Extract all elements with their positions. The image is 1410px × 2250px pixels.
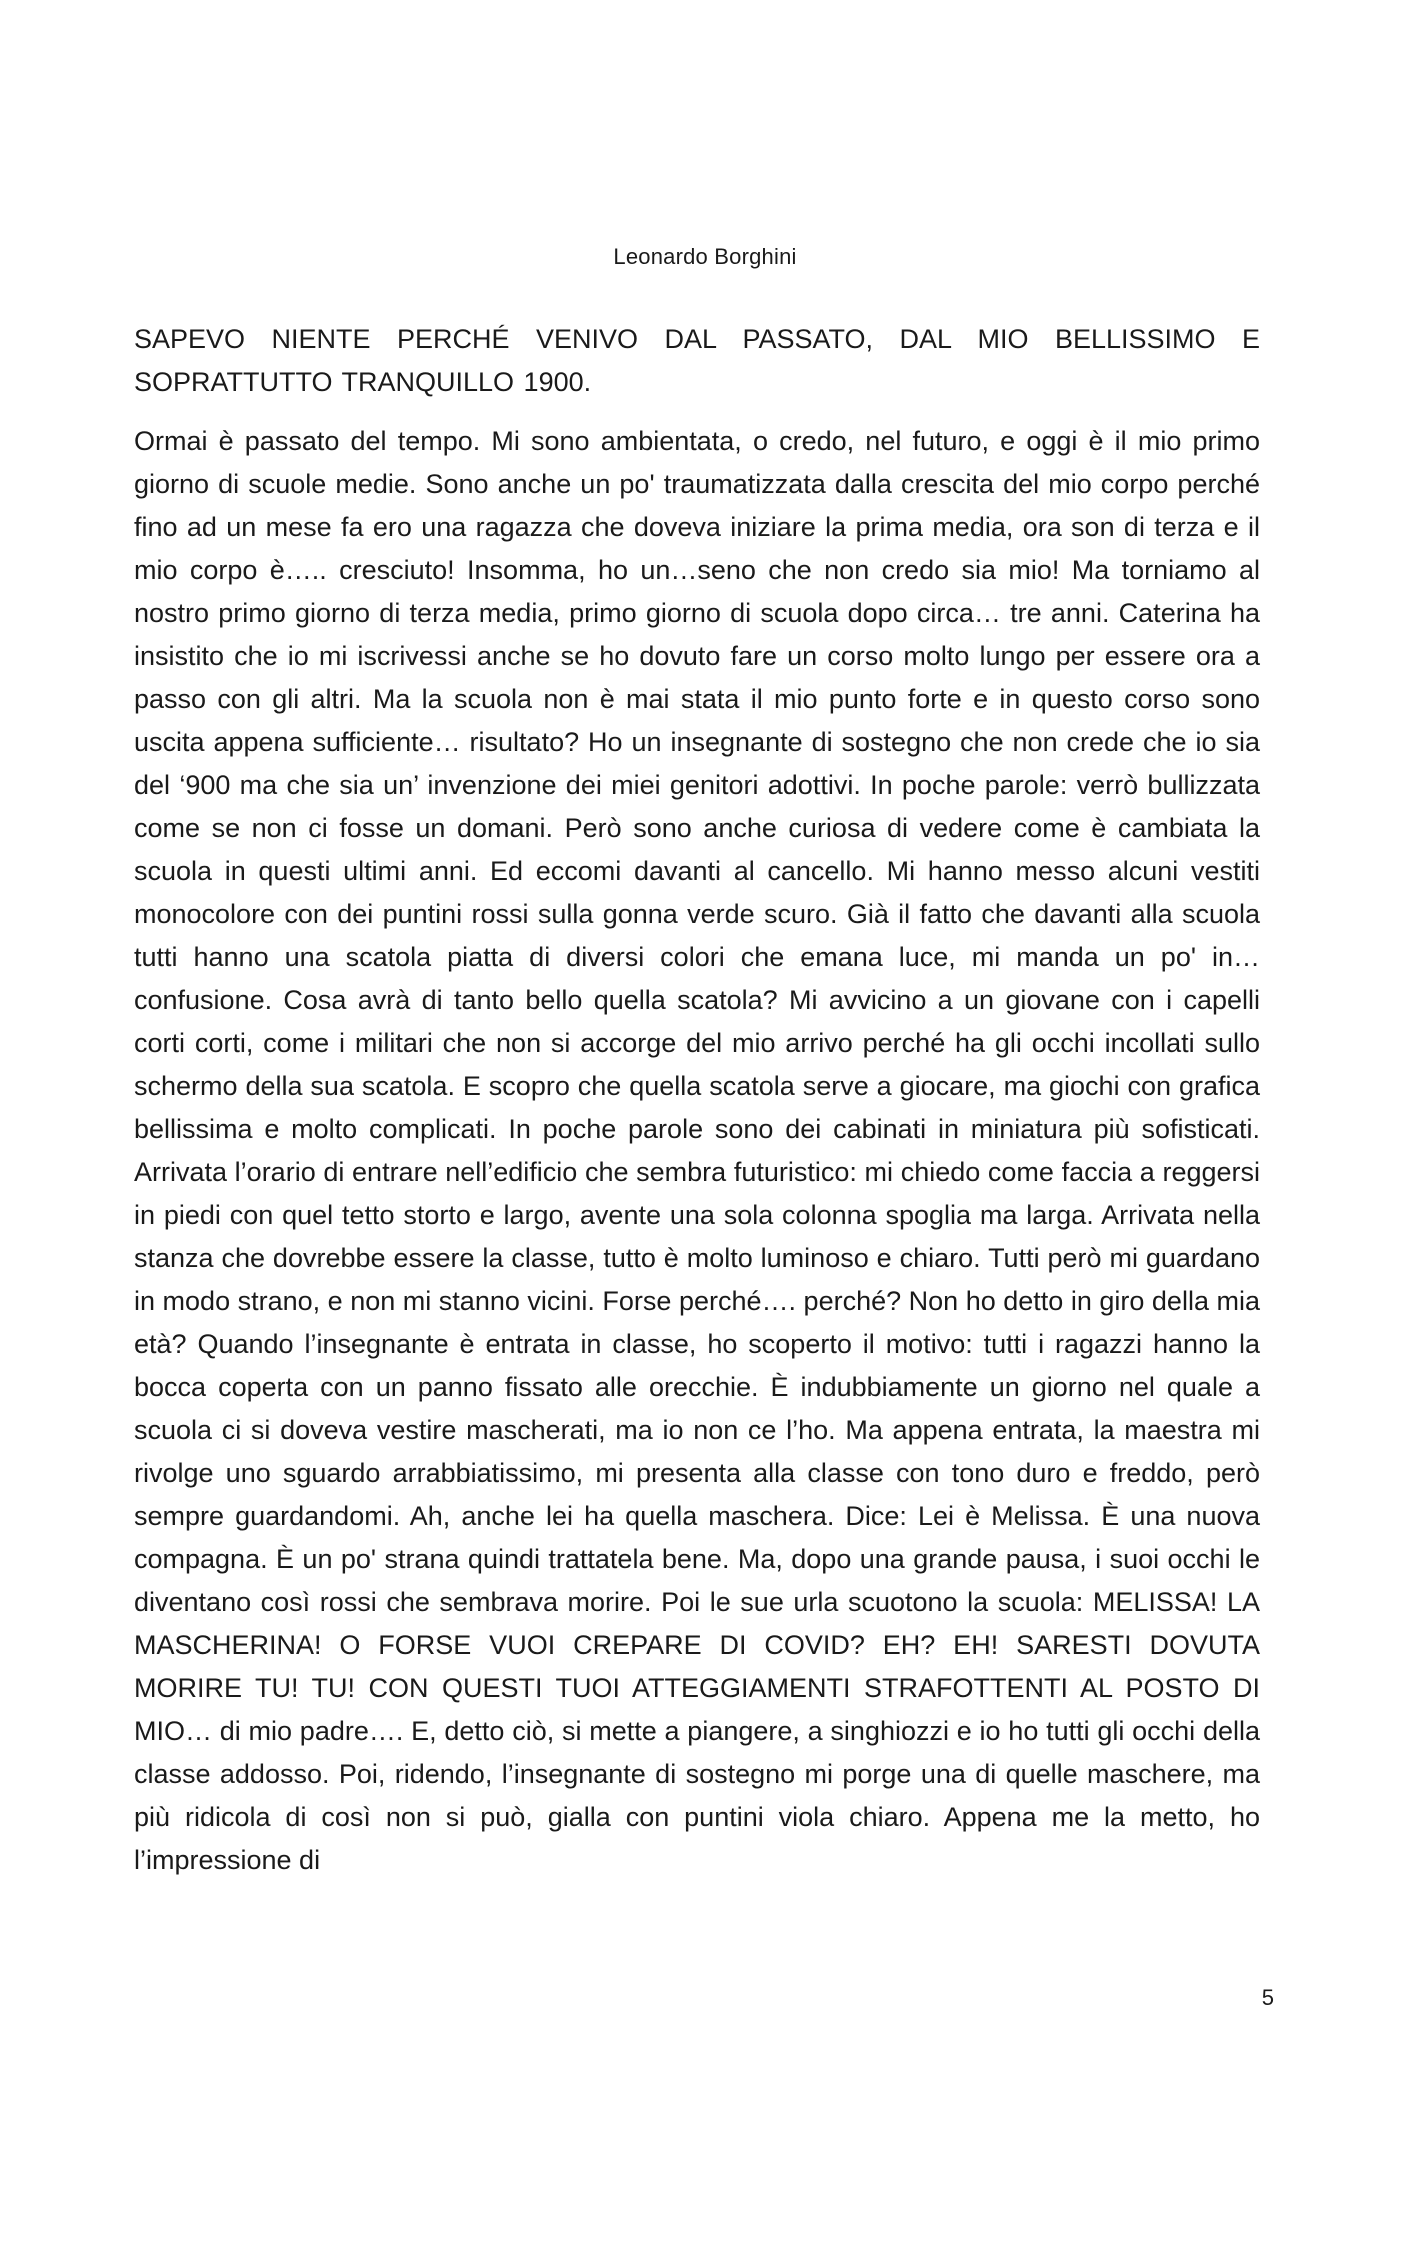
author-name: Leonardo Borghini: [613, 244, 797, 269]
body-paragraph: Ormai è passato del tempo. Mi sono ambientata, o credo, nel futuro, e oggi è il mio primo giorno di scuole medie. Sono anche un po' traumatizzata dalla crescita del mio corpo perché fino ad un mese fa ero una ragazza che doveva iniziare la prima media, ora son di terza e il mio corpo è….. cresciuto! Insomma, ho un…seno che non credo sia mio! Ma torniamo al nostro primo giorno di terza media, primo giorno di scuola dopo circa… tre anni. Caterina ha insistito che io mi iscrivessi anche se ho dovuto fare un corso molto lungo per essere ora a passo con gli altri. Ma la scuola non è mai stata il mio punto forte e in questo corso sono uscita appena sufficiente… risultato? Ho un insegnante di sostegno che non crede che io sia del ‘900 ma che sia un’ invenzione dei miei genitori adottivi. In poche parole: verrò bullizzata come se non ci fosse un domani. Però sono anche curiosa di vedere come è cambiata la scuola in questi ultimi anni. Ed eccomi davanti al cancello. Mi hanno messo alcuni vestiti monocolore con dei puntini rossi sulla gonna verde scuro. Già il fatto che davanti alla scuola tutti hanno una scatola piatta di diversi colori che emana luce, mi manda un po' in… confusione. Cosa avrà di tanto bello quella scatola? Mi avvicino a un giovane con i capelli corti corti, come i militari che non si accorge del mio arrivo perché ha gli occhi incollati sullo schermo della sua scatola. E scopro che quella scatola serve a giocare, ma giochi con grafica bellissima e molto complicati. In poche parole sono dei cabinati in miniatura più sofisticati. Arrivata l’orario di entrare nell’edificio che sembra futuristico: mi chiedo come faccia a reggersi in piedi con quel tetto storto e largo, avente una sola colonna spoglia ma larga. Arrivata nella stanza che dovrebbe essere la classe, tutto è molto luminoso e chiaro. Tutti però mi guardano in modo strano, e non mi stanno vicini. Forse perché…. perché? Non ho detto in giro della mia età? Quando l’insegnante è entrata in classe, ho scoperto il motivo: tutti i ragazzi hanno la bocca coperta con un panno fissato alle orecchie. È indubbiamente un giorno nel quale a scuola ci si doveva vestire mascherati, ma io non ce l’ho. Ma appena entrata, la maestra mi rivolge uno sguardo arrabbiatissimo, mi presenta alla classe con tono duro e freddo, però sempre guardandomi. Ah, anche lei ha quella maschera. Dice: Lei è Melissa. È una nuova compagna. È un po' strana quindi trattatela bene. Ma, dopo una grande pausa, i suoi occhi le diventano così rossi che sembrava morire. Poi le sue urla scuotono la scuola: MELISSA! LA MASCHERINA! O FORSE VUOI CREPARE DI COVID? EH? EH! SARESTI DOVUTA MORIRE TU! TU! CON QUESTI TUOI ATTEGGIAMENTI STRAFOTTENTI AL POSTO DI MIO… di mio padre…. E, detto ciò, si mette a piangere, a singhiozzi e io ho tutti gli occhi della classe addosso. Poi, ridendo, l’insegnante di sostegno mi porge una di quelle maschere, ma più ridicola di così non si può, gialla con puntini viola chiaro. Appena me la metto, ho l’impressione di: [134, 426, 1260, 1875]
chapter-heading: SAPEVO NIENTE PERCHÉ VENIVO DAL PASSATO, DAL MIO BELLISSIMO E SOPRATTUTTO TRANQUILLO 1900.: [134, 324, 1260, 397]
document-content: [134, 318, 1260, 1882]
page-number: 5: [1261, 1985, 1274, 2010]
